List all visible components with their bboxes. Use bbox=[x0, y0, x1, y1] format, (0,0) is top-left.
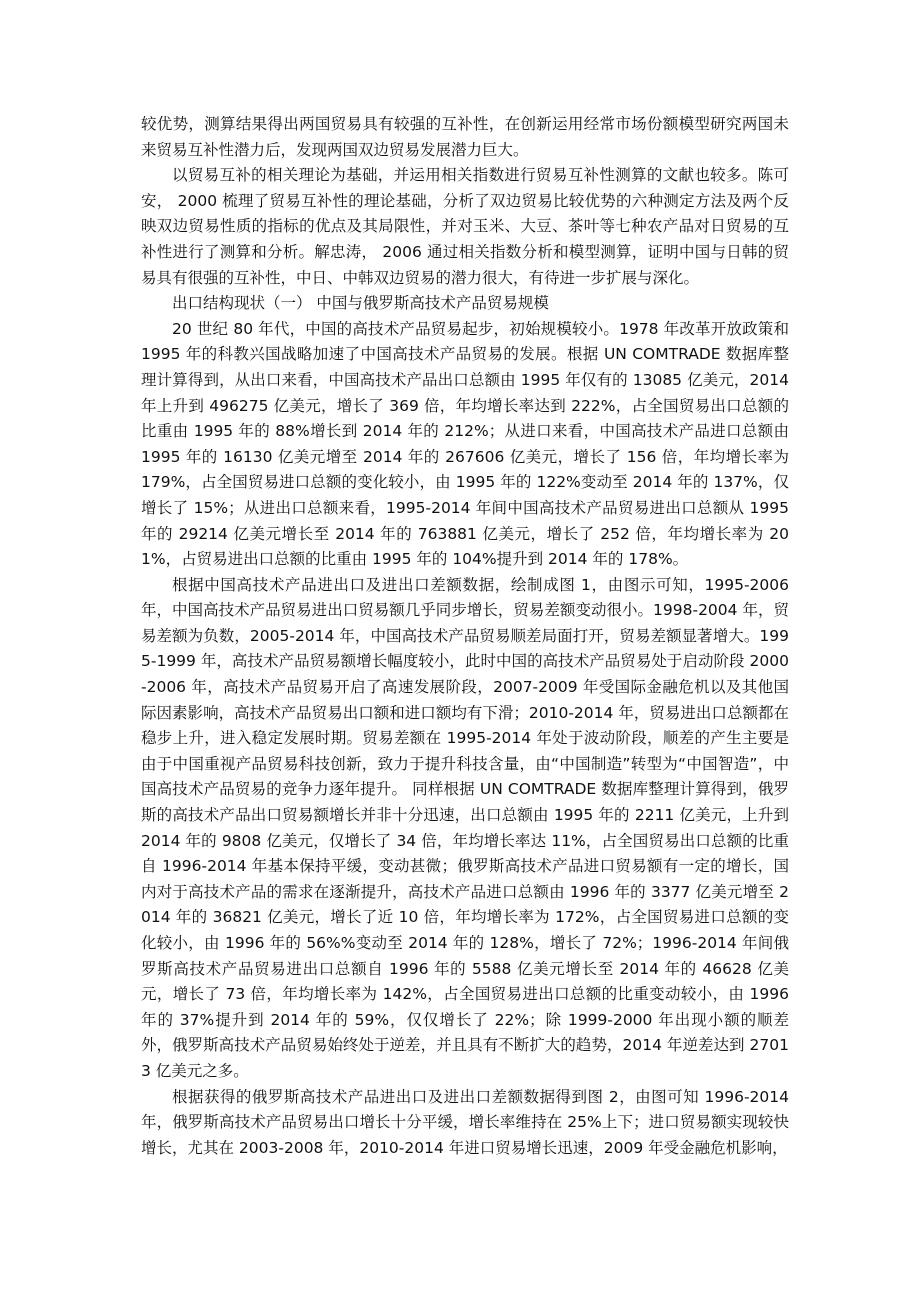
paragraph-5: 根据获得的俄罗斯高技术产品进出口及进出口差额数据得到图 2，由图可知 1996-2014 年，俄罗斯高技术产品贸易出口增长十分平缓，增长率维持在 25%上下；进口贸易额实现较快增长，尤其在 2003-2008 年，2010-2014 年进口贸易增长迅速，2009 年受金融危机影响， bbox=[141, 1087, 789, 1157]
paragraph-4: 根据中国高技术产品进出口及进出口差额数据，绘制成图 1，由图示可知，1995-2006 年，中国高技术产品贸易进出口贸易额几乎同步增长，贸易差额变动很小。1998-2004 年，贸易差额为负数，2005-2014 年，中国高技术产品贸易顺差局面打开，贸易差额显著增大。1995-1999 年，高技术产品贸易额增长幅度较小，此时中国的高技术产品贸易处于启动阶段 2000-2006 年，高技术产品贸易开启了高速发展阶段，2007-2009 年受国际金融危机以及其他国际因素影响，高技术产品贸易出口额和进口额均有下滑；2010-2014 年，贸易进出口总额都在稳步上升，进入稳定发展时期。贸易差额在 1995-2014 年处于波动阶段，顺差的产生主要是由于中国重视产品贸易科技创新，致力于提升科技含量，由“中国制造”转型为“中国智造”，中国高技术产品贸易的竞争力逐年提升。 同样根据 UN COMTRADE 数据库整理计算得到，俄罗斯的高技术产品出口贸易额增长并非十分迅速，出口总额由 1995 年的 2211 亿美元，上升到 2014 年的 9808 亿美元，仅增长了 34 倍，年均增长率达 11%，占全国贸易出口总额的比重自 1996-2014 年基本保持平缓，变动甚微；俄罗斯高技术产品进口贸易额有一定的增长，国内对于高技术产品的需求在逐渐提升，高技术产品进口总额由 1996 年的 3377 亿美元增至 2014 年的 36821 亿美元，增长了近 10 倍，年均增长率为 172%，占全国贸易进口总额的变化较小，由 1996 年的 56%%变动至 2014 年的 128%，增长了 72%；1996-2014 年间俄罗斯高技术产品贸易进出口总额自 1996 年的 5588 亿美元增长至 2014 年的 46628 亿美元，增长了 73 倍，年均增长率为 142%，占全国贸易进出口总额的比重变动较小，由 1996 年的 37%提升到 2014 年的 59%，仅仅增长了 22%；除 1999-2000 年出现小额的顺差外，俄罗斯高技术产品贸易始终处于逆差，并且具有不断扩大的趋势，2014 年逆差达到 27013 亿美元之多。 bbox=[141, 575, 789, 1080]
document-body bbox=[141, 112, 789, 1161]
paragraph-3: 20 世纪 80 年代，中国的高技术产品贸易起步，初始规模较小。1978 年改革开放政策和 1995 年的科教兴国战略加速了中国高技术产品贸易的发展。根据 UN COMTRADE 数据库整理计算得到，从出口来看，中国高技术产品出口总额由 1995 年仅有的 13085 亿美元，2014 年上升到 496275 亿美元，增长了 369 倍，年均增长率达到 222%，占全国贸易出口总额的比重由 1995 年的 88%增长到 2014 年的 212%；从进口来看，中国高技术产品进口总额由 1995 年的 16130 亿美元增至 2014 年的 267606 亿美元，增长了 156 倍，年均增长率为 179%，占全国贸易进口总额的变化较小，由 1995 年的 122%变动至 2014 年的 137%，仅增长了 15%；从进出口总额来看，1995-2014 年间中国高技术产品贸易进出口总额从 1995 年的 29214 亿美元增长至 2014 年的 763881 亿美元，增长了 252 倍，年均增长率为 201%，占贸易进出口总额的比重由 1995 年的 104%提升到 2014 年的 178%。 bbox=[141, 319, 789, 569]
section-heading: 出口结构现状（一） 中国与俄罗斯高技术产品贸易规模 bbox=[172, 294, 549, 313]
paragraph-2: 以贸易互补的相关理论为基础，并运用相关指数进行贸易互补性测算的文献也较多。陈可安， 2000 梳理了贸易互补性的理论基础，分析了双边贸易比较优势的六种测定方法及两个反映双边贸易性质的指标的优点及其局限性，并对玉米、大豆、茶叶等七种农产品对日贸易的互补性进行了测算和分析。解忠涛， 2006 通过相关指数分析和模型测算，证明中国与日韩的贸易具有很强的互补性，中日、中韩双边贸易的潜力很大，有待进一步扩展与深化。 bbox=[141, 166, 789, 287]
paragraph-1: 较优势，测算结果得出两国贸易具有较强的互补性，在创新运用经常市场份额模型研究两国未来贸易互补性潜力后，发现两国双边贸易发展潜力巨大。 bbox=[141, 115, 789, 159]
